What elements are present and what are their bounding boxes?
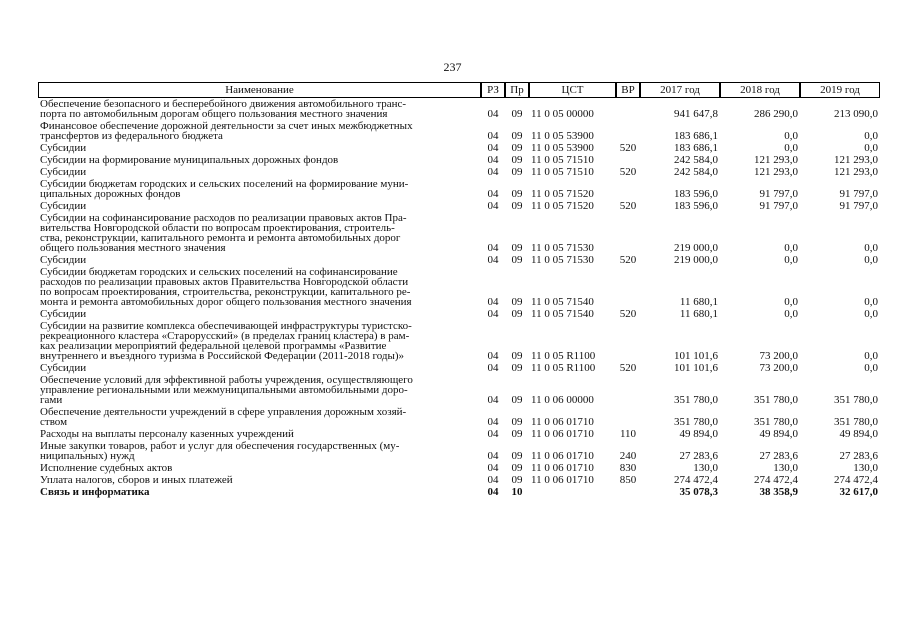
row-2017: 219 000,0	[674, 254, 718, 266]
row-2018: 49 894,0	[759, 428, 798, 440]
row-2019: 0,0	[864, 296, 878, 308]
row-cst: 11 0 06 01710	[531, 416, 594, 428]
table-row	[38, 474, 880, 486]
row-pr: 09	[511, 142, 523, 154]
row-2019: 0,0	[864, 254, 878, 266]
row-rz: 04	[487, 242, 499, 254]
row-name: Обеспечение условий для эффективной работы учреждения, осуществляющего управление региональными или межмуниципальными автомобильными доро- гами	[40, 374, 413, 406]
row-vr	[616, 212, 640, 254]
row-2018: 0,0	[784, 242, 798, 254]
row-name: Субсидии на развитие комплекса обеспечивающей инфраструктуры туристско- рекреационного кластера «Старорусский» (в пределах границ кластера) в рам- ках реализации мероприятий федеральной целевой программы «Развитие внутреннего и въездного туризма в Российской Федерации (2011-2018 годы)»	[40, 320, 412, 362]
row-vr	[616, 266, 640, 308]
row-cst: 11 0 05 71530	[531, 254, 594, 266]
row-2017: 101 101,6	[674, 362, 718, 374]
row-2017: 11 680,1	[679, 296, 718, 308]
table-row	[38, 98, 880, 120]
row-pr: 09	[511, 108, 523, 120]
table-row	[38, 374, 880, 406]
row-2017: 242 584,0	[674, 166, 718, 178]
row-pr: 09	[511, 254, 523, 266]
header-pr: Пр	[505, 82, 529, 98]
row-cst: 11 0 05 71540	[531, 296, 594, 308]
row-vr	[616, 178, 640, 200]
row-pr: 09	[511, 428, 523, 440]
row-name: Связь и информатика	[40, 486, 150, 498]
row-2019: 0,0	[864, 242, 878, 254]
table-row	[38, 406, 880, 428]
row-vr	[616, 406, 640, 428]
row-cst: 11 0 05 71510	[531, 154, 594, 166]
row-2017: 219 000,0	[674, 242, 718, 254]
row-pr: 09	[511, 154, 523, 166]
row-2018: 130,0	[773, 462, 798, 474]
table-row	[38, 308, 880, 320]
row-name: Финансовое обеспечение дорожной деятельности за счет иных межбюджетных трансфертов из федерального бюджета	[40, 120, 413, 142]
row-name: Субсидии	[40, 308, 87, 320]
header-2017: 2017 год	[640, 82, 720, 98]
row-2017: 183 686,1	[674, 142, 718, 154]
table-row	[38, 166, 880, 178]
row-pr: 10	[511, 486, 523, 498]
row-2019: 130,0	[853, 462, 878, 474]
row-cst	[529, 486, 616, 498]
row-pr: 09	[511, 362, 523, 374]
row-vr: 520	[619, 166, 637, 178]
table-row	[38, 462, 880, 474]
header-rz: РЗ	[481, 82, 505, 98]
row-vr	[616, 120, 640, 142]
row-name: Иные закупки товаров, работ и услуг для обеспечения государственных (му- ниципальных) нужд	[40, 440, 400, 462]
row-name: Субсидии бюджетам городских и сельских поселений на формирование муни- ципальных дорожных фондов	[40, 178, 409, 200]
row-2019: 213 090,0	[834, 108, 878, 120]
row-cst: 11 0 05 71540	[531, 308, 594, 320]
row-rz: 04	[487, 308, 499, 320]
row-cst: 11 0 06 01710	[531, 462, 594, 474]
row-cst: 11 0 05 71520	[531, 188, 594, 200]
row-name: Обеспечение безопасного и бесперебойного движения автомобильного транс- порта по автомобильным дорогам общего пользования местного значения	[40, 98, 407, 120]
row-vr: 520	[619, 142, 637, 154]
row-cst: 11 0 06 01710	[531, 428, 594, 440]
row-2019: 49 894,0	[839, 428, 878, 440]
row-2018: 38 358,9	[759, 486, 798, 498]
row-cst: 11 0 05 53900	[531, 142, 594, 154]
table-row	[38, 142, 880, 154]
row-2017: 27 283,6	[679, 450, 718, 462]
row-cst: 11 0 05 71510	[531, 166, 594, 178]
row-2019: 351 780,0	[834, 394, 878, 406]
row-2017: 49 894,0	[679, 428, 718, 440]
row-cst: 11 0 06 01710	[531, 474, 594, 486]
row-pr: 09	[511, 166, 523, 178]
table-row	[38, 254, 880, 266]
table-row	[38, 266, 880, 308]
row-pr: 09	[511, 296, 523, 308]
row-2019: 121 293,0	[834, 166, 878, 178]
row-vr	[616, 154, 640, 166]
row-2019: 91 797,0	[839, 188, 878, 200]
row-cst: 11 0 06 01710	[531, 450, 594, 462]
row-vr: 520	[619, 308, 637, 320]
row-name: Субсидии на софинансирование расходов по реализации правовых актов Пра- вительства Новгородской области по вопросам проектирования, строитель- ства, реконструкции, капитального ремонта и ремонта автомобильных дорог общего пользования местного значения	[40, 212, 407, 254]
row-2019: 0,0	[864, 350, 878, 362]
row-rz: 04	[487, 394, 499, 406]
row-pr: 09	[511, 188, 523, 200]
header-2019: 2019 год	[800, 82, 880, 98]
row-2017: 183 596,0	[674, 188, 718, 200]
row-cst: 11 0 05 71520	[531, 200, 594, 212]
row-vr: 520	[619, 362, 637, 374]
row-pr: 09	[511, 394, 523, 406]
row-rz: 04	[487, 428, 499, 440]
row-rz: 04	[487, 362, 499, 374]
row-rz: 04	[487, 486, 499, 498]
row-2018: 0,0	[784, 142, 798, 154]
row-cst: 11 0 05 53900	[531, 130, 594, 142]
row-pr: 09	[511, 350, 523, 362]
row-name: Субсидии	[40, 254, 87, 266]
row-2019: 91 797,0	[839, 200, 878, 212]
row-2019: 351 780,0	[834, 416, 878, 428]
row-rz: 04	[487, 188, 499, 200]
row-pr: 09	[511, 200, 523, 212]
row-2017: 351 780,0	[674, 416, 718, 428]
row-2017: 183 596,0	[674, 200, 718, 212]
row-rz: 04	[487, 108, 499, 120]
table-row	[38, 486, 880, 498]
row-rz: 04	[487, 474, 499, 486]
row-2017: 183 686,1	[674, 130, 718, 142]
row-rz: 04	[487, 200, 499, 212]
table-row	[38, 200, 880, 212]
table-row	[38, 362, 880, 374]
row-vr: 830	[619, 462, 637, 474]
row-rz: 04	[487, 166, 499, 178]
row-name: Уплата налогов, сборов и иных платежей	[40, 474, 233, 486]
table-body	[38, 98, 880, 498]
table-row	[38, 440, 880, 462]
table-row	[38, 154, 880, 166]
row-2018: 73 200,0	[759, 362, 798, 374]
row-rz: 04	[487, 142, 499, 154]
row-pr: 09	[511, 474, 523, 486]
row-name: Субсидии	[40, 142, 87, 154]
row-2017: 242 584,0	[674, 154, 718, 166]
row-cst: 11 0 06 00000	[531, 394, 594, 406]
row-pr: 09	[511, 130, 523, 142]
row-pr: 09	[511, 308, 523, 320]
row-2018: 91 797,0	[759, 188, 798, 200]
row-name: Субсидии	[40, 166, 87, 178]
row-name: Субсидии	[40, 362, 87, 374]
row-2017: 101 101,6	[674, 350, 718, 362]
row-2017: 35 078,3	[679, 486, 718, 498]
row-name: Субсидии бюджетам городских и сельских поселений на софинансирование расходов по реализации правовых актов Правительства Новгородской области по вопросам проектирования, строительства, реконструкции, капитального ре- монта и ремонта автомобильных дорог общего пользования местного значения	[40, 266, 412, 308]
row-2018: 121 293,0	[754, 166, 798, 178]
row-rz: 04	[487, 254, 499, 266]
row-rz: 04	[487, 350, 499, 362]
row-2017: 11 680,1	[679, 308, 718, 320]
row-rz: 04	[487, 130, 499, 142]
row-vr	[616, 98, 640, 120]
row-pr: 09	[511, 462, 523, 474]
table-row	[38, 178, 880, 200]
row-rz: 04	[487, 154, 499, 166]
row-cst: 11 0 05 R1100	[531, 362, 596, 374]
row-cst: 11 0 05 00000	[531, 108, 594, 120]
row-name: Расходы на выплаты персоналу казенных учреждений	[40, 428, 294, 440]
row-2018: 286 290,0	[754, 108, 798, 120]
row-2018: 0,0	[784, 254, 798, 266]
row-2019: 0,0	[864, 362, 878, 374]
row-2019: 0,0	[864, 142, 878, 154]
header-name: Наименование	[38, 82, 481, 98]
row-2019: 32 617,0	[839, 486, 878, 498]
row-2017: 130,0	[693, 462, 718, 474]
row-2018: 121 293,0	[754, 154, 798, 166]
row-vr: 110	[619, 428, 637, 440]
row-2017: 351 780,0	[674, 394, 718, 406]
row-cst: 11 0 05 71530	[531, 242, 594, 254]
table-row	[38, 212, 880, 254]
row-2018: 27 283,6	[759, 450, 798, 462]
table-header-row	[38, 82, 880, 98]
row-name: Субсидии на формирование муниципальных дорожных фондов	[40, 154, 339, 166]
header-vr: ВР	[616, 82, 640, 98]
row-2018: 274 472,4	[754, 474, 798, 486]
row-name: Обеспечение деятельности учреждений в сфере управления дорожным хозяй- ством	[40, 406, 407, 428]
page-number: 237	[443, 60, 462, 74]
row-pr: 09	[511, 242, 523, 254]
row-2017: 941 647,8	[674, 108, 718, 120]
row-2019: 0,0	[864, 130, 878, 142]
row-2019: 274 472,4	[834, 474, 878, 486]
row-2018: 91 797,0	[759, 200, 798, 212]
row-2018: 0,0	[784, 308, 798, 320]
row-name: Исполнение судебных актов	[40, 462, 173, 474]
row-name: Субсидии	[40, 200, 87, 212]
row-cst: 11 0 05 R1100	[531, 350, 596, 362]
row-vr	[616, 374, 640, 406]
row-2018: 351 780,0	[754, 394, 798, 406]
row-2018: 351 780,0	[754, 416, 798, 428]
row-vr: 850	[619, 474, 637, 486]
row-2019: 0,0	[864, 308, 878, 320]
row-vr: 520	[619, 254, 637, 266]
row-rz: 04	[487, 416, 499, 428]
budget-table	[38, 82, 880, 498]
row-rz: 04	[487, 296, 499, 308]
row-2018: 73 200,0	[759, 350, 798, 362]
header-cst: ЦСТ	[529, 82, 616, 98]
row-2018: 0,0	[784, 296, 798, 308]
row-2017: 274 472,4	[674, 474, 718, 486]
row-vr: 520	[619, 200, 637, 212]
row-2019: 121 293,0	[834, 154, 878, 166]
row-rz: 04	[487, 450, 499, 462]
table-row	[38, 120, 880, 142]
row-2019: 27 283,6	[839, 450, 878, 462]
row-vr: 240	[619, 450, 637, 462]
header-2018: 2018 год	[720, 82, 800, 98]
row-pr: 09	[511, 416, 523, 428]
row-2018: 0,0	[784, 130, 798, 142]
row-vr	[616, 320, 640, 362]
table-row	[38, 320, 880, 362]
row-vr	[616, 486, 640, 498]
row-pr: 09	[511, 450, 523, 462]
table-row	[38, 428, 880, 440]
row-rz: 04	[487, 462, 499, 474]
